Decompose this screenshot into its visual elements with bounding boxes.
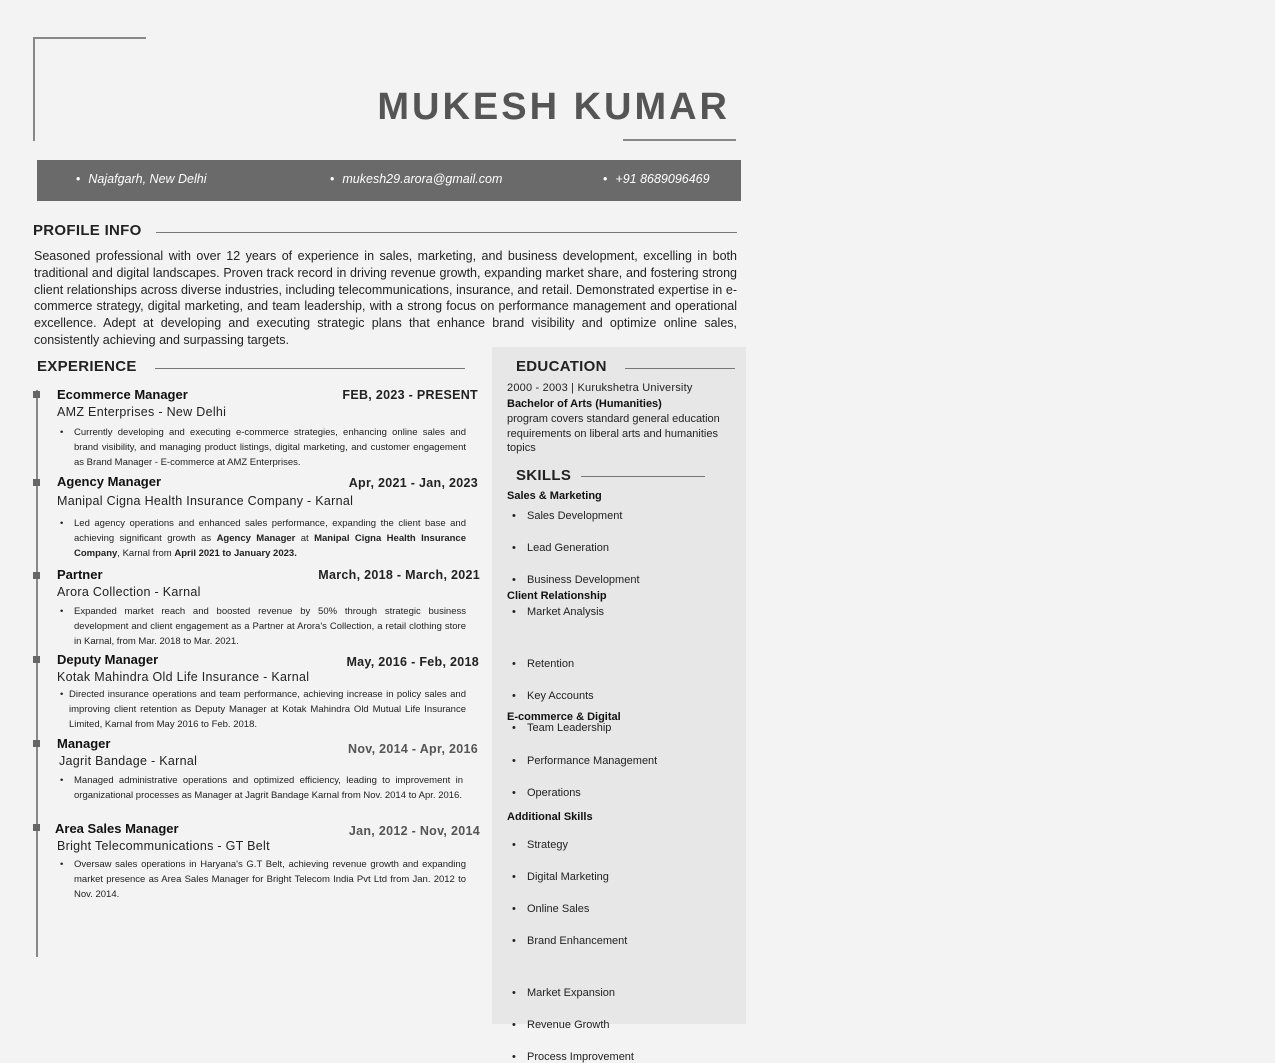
job-company: Arora Collection - Karnal — [57, 585, 201, 599]
skill-item: • Key Accounts — [507, 690, 1275, 702]
email-text[interactable]: mukesh29.arora@gmail.com — [342, 172, 503, 186]
skill-item: • Market Expansion — [507, 987, 1275, 999]
job-description — [57, 425, 466, 470]
experience-heading: EXPERIENCE — [37, 358, 137, 375]
timeline-marker — [33, 391, 40, 398]
timeline-marker — [33, 572, 40, 579]
job-title: Partner — [57, 567, 103, 582]
desc-text: at — [295, 533, 315, 544]
skill-category: Client Relationship — [507, 590, 607, 602]
job-title: Agency Manager — [57, 474, 162, 489]
candidate-name: MUKESH KUMAR — [377, 86, 730, 128]
job-description-item: • Oversaw sales operations in Haryana's G.T Belt, achieving revenue growth and expanding market presence as Area Sales Manager for Bright Telecom India Pvt Ltd from Jan. 2012 to Nov. 2014. — [57, 857, 466, 902]
job-date: May, 2016 - Feb, 2018 — [346, 655, 479, 669]
skill-item: • Sales Development — [507, 510, 1275, 522]
profile-divider — [156, 232, 737, 233]
location-text: Najafgarh, New Delhi — [88, 172, 207, 186]
skill-item: • Online Sales — [507, 903, 1275, 915]
contact-bar — [37, 160, 741, 201]
job-company: Bright Telecommunications - GT Belt — [57, 839, 270, 853]
bullet-icon: • — [330, 172, 335, 186]
job-date: March, 2018 - March, 2021 — [318, 568, 480, 582]
skills-heading: SKILLS — [516, 467, 572, 484]
job-description — [57, 516, 466, 561]
job-company: Manipal Cigna Health Insurance Company - Karnal — [57, 494, 354, 508]
desc-text: , Karnal from — [117, 548, 175, 559]
education-divider — [625, 368, 735, 369]
desc-text: Led agency operations and enhanced sales performance, expanding the client base and achieving significant growth as — [74, 518, 466, 544]
contact-location — [76, 172, 207, 186]
bullet-icon: • — [76, 172, 81, 186]
skill-category: Additional Skills — [507, 811, 593, 823]
experience-timeline — [36, 390, 38, 957]
skill-item: • Team Leadership — [507, 722, 1275, 734]
name-underline — [623, 139, 736, 141]
job-company: Jagrit Bandage - Karnal — [59, 754, 198, 768]
corner-frame-left — [33, 37, 35, 141]
corner-frame-top — [33, 37, 146, 39]
experience-divider — [155, 368, 465, 369]
job-title: Ecommerce Manager — [57, 387, 188, 402]
job-description — [57, 857, 466, 902]
job-date: Nov, 2014 - Apr, 2016 — [348, 742, 478, 756]
skill-category: E-commerce & Digital — [507, 711, 621, 723]
skill-item: • Process Improvement — [507, 1051, 1275, 1063]
skill-item: • Performance Management — [507, 755, 1275, 767]
education-degree: Bachelor of Arts (Humanities) — [507, 398, 662, 410]
job-date: Jan, 2012 - Nov, 2014 — [348, 824, 480, 838]
timeline-marker — [33, 740, 40, 747]
desc-emphasis: Manipal Cigna Health Insurance Company — [74, 533, 466, 559]
skill-item: • Revenue Growth — [507, 1019, 1275, 1031]
job-title: Deputy Manager — [57, 652, 159, 667]
job-description-item — [57, 516, 466, 561]
skill-item: • Business Development — [507, 574, 1275, 586]
desc-emphasis: Agency Manager — [216, 533, 296, 544]
skill-item: • Market Analysis — [507, 606, 1275, 618]
job-company: AMZ Enterprises - New Delhi — [57, 405, 227, 419]
phone-text[interactable]: +91 8689096469 — [615, 172, 710, 186]
skills-divider — [581, 476, 705, 477]
contact-phone[interactable] — [603, 172, 710, 186]
job-title: Area Sales Manager — [55, 821, 179, 836]
education-description: program covers standard general education requirements on liberal arts and humanities topics — [507, 413, 720, 454]
education-years-university: 2000 - 2003 | Kurukshetra University — [507, 382, 693, 394]
job-date: Apr, 2021 - Jan, 2023 — [348, 476, 478, 490]
desc-emphasis: April 2021 to January 2023. — [174, 548, 297, 559]
job-date: FEB, 2023 - PRESENT — [342, 388, 478, 402]
bullet-icon: • — [603, 172, 608, 186]
job-description-item: • Expanded market reach and boosted revenue by 50% through strategic business development and client engagement as a Partner at Arora's Collection, a retail clothing store in Karnal, from Mar. 2018 to Mar. 2021. — [57, 604, 466, 649]
skill-item: • Operations — [507, 787, 1275, 799]
job-description-item: • Directed insurance operations and team performance, achieving increase in policy sales and improving client retention as Deputy Manager at Kotak Mahindra Old Mutual Life Insurance Limited, Karnal from May 2016 to Feb. 2018. — [57, 687, 466, 732]
skill-item: • Strategy — [507, 839, 1275, 851]
skill-item: • Retention — [507, 658, 1275, 670]
timeline-marker — [33, 824, 40, 831]
job-description-item: • Currently developing and executing e-commerce strategies, enhancing online sales and brand visibility, and managing product listings, digital marketing, and customer engagement as Brand Manager - E-commerce at AMZ Enterprises. — [57, 425, 466, 470]
job-description — [57, 687, 466, 732]
skill-item: • Digital Marketing — [507, 871, 1275, 883]
job-company: Kotak Mahindra Old Life Insurance - Karnal — [57, 670, 310, 684]
skill-item: • Brand Enhancement — [507, 935, 1275, 947]
job-description — [57, 773, 463, 803]
timeline-marker — [33, 479, 40, 486]
job-description — [57, 604, 466, 649]
job-title: Manager — [57, 736, 111, 751]
contact-email[interactable] — [330, 172, 502, 186]
profile-heading: PROFILE INFO — [33, 222, 142, 239]
job-description-item: • Managed administrative operations and optimized efficiency, leading to improvement in organizational processes as Manager at Jagrit Bandage Karnal from Nov. 2014 to Apr. 2016. — [57, 773, 463, 803]
skill-item: • Lead Generation — [507, 542, 1275, 554]
profile-summary: Seasoned professional with over 12 years of experience in sales, marketing, and business development, excelling in both traditional and digital landscapes. Proven track record in driving revenue growth, expanding market share, and fostering strong client relationships across diverse industries, including telecommunications, insurance, and retail. Demonstrated expertise in e-commerce strategy, digital marketing, and team leadership, with a strong focus on performance management and operational excellence. Adept at developing and executing strategic plans that enhance brand visibility and optimize online sales, consistently achieving and surpassing targets. — [34, 249, 737, 347]
skill-category: Sales & Marketing — [507, 490, 602, 502]
education-heading: EDUCATION — [516, 358, 607, 375]
timeline-marker — [33, 656, 40, 663]
